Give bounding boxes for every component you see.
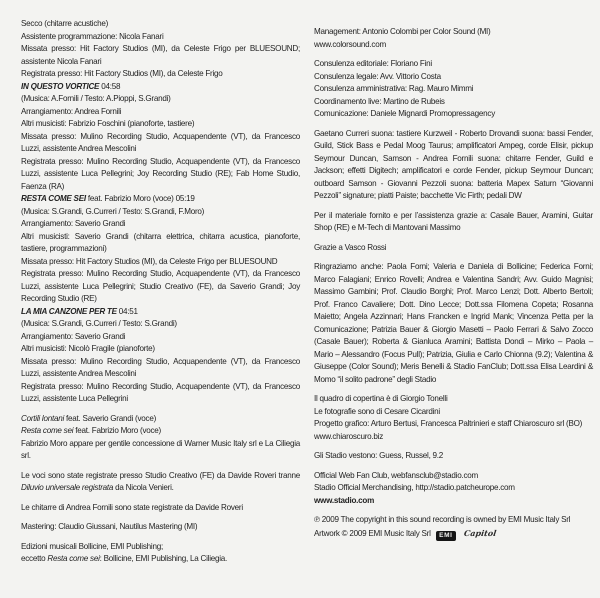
text-run: Le chitarre di Andrea Fornili sono state registrate da Davide Roveri (21, 502, 243, 512)
capitol-logo: Capitol (463, 527, 498, 538)
text-run: Management: Antonio Colombi per Color Sound (MI) (314, 27, 491, 36)
mastering-credit-line (21, 521, 300, 534)
acknowledgements-line (314, 261, 593, 386)
fanclub-links-line (314, 470, 593, 483)
consultants-list-line (314, 96, 593, 109)
guest-vocals-note-line (21, 438, 300, 463)
guest-vocals-note-line (21, 413, 300, 426)
text-run: Coordinamento live: Martino de Rubeis (314, 96, 445, 106)
guest-vocals-note (21, 413, 300, 463)
text-run: da Nicola Venieri. (113, 483, 174, 492)
equipment-thanks (314, 210, 593, 235)
text-run: LA MIA CANZONE PER TE (21, 306, 117, 316)
text-run: Missata presso: Hit Factory Studios (MI), da Celeste Frigo per BLUESOUND (21, 256, 278, 266)
artwork-credits (314, 393, 593, 443)
text-run: Stadio Official Merchandising, http://stadio.patcheurope.com (314, 483, 515, 492)
track-credits-list-line (21, 156, 300, 194)
text-run: feat. Saverio Grandi (voce) (64, 413, 157, 423)
vasco-thanks-line (314, 242, 593, 255)
track-credits-list-line (21, 106, 300, 119)
text-run: Le voci sono state registrate presso Studio Creativo (FE) da Davide Roveri tranne (21, 470, 300, 480)
text-run: Arrangiamento: Andrea Fornili (21, 106, 122, 116)
emi-logo: EMI (436, 531, 456, 541)
text-run: Fabrizio Moro appare per gentile concessione di Warner Music Italy srl e La Ciliegia srl. (21, 438, 300, 460)
text-run: Le fotografie sono di Cesare Cicardini (314, 406, 440, 416)
text-run: Consulenza legale: Avv. Vittorio Costa (314, 71, 441, 81)
text-run: 04:58 (99, 81, 121, 91)
consultants-list-line (314, 71, 593, 84)
vasco-thanks (314, 242, 593, 255)
track-credits-list-line (21, 343, 300, 356)
text-run: Missata presso: Mulino Recording Studio, Acquapendente (VT), da Francesco Luzzi, assistente Andrea Mescolini (21, 131, 300, 153)
publishing-credit-line (21, 553, 300, 566)
text-run: Comunicazione: Daniele Mignardi Promopressagency (314, 109, 495, 118)
text-run: Secco (chitarre acustiche) (21, 19, 109, 28)
text-run: Altri musicisti: Nicolò Fragile (pianoforte) (21, 344, 155, 353)
text-run: Registrata presso: Hit Factory Studios (MI), da Celeste Frigo (21, 69, 223, 78)
text-run: Grazie a Vasco Rossi (314, 242, 387, 252)
consultants-list (314, 58, 593, 121)
publishing-credit (21, 541, 300, 566)
text-run: (Musica: S.Grandi, G.Curreri / Testo: S.Grandi) (21, 319, 177, 328)
track-credits-list-line (21, 356, 300, 381)
vocals-recording-note (21, 470, 300, 495)
text-run: 04:51 (116, 306, 138, 316)
text-run: Cortili lontani (21, 413, 65, 423)
text-run: : Bollicine, EMI Publishing, La Ciliegia. (99, 554, 228, 563)
guitars-recording-note (21, 502, 300, 515)
track-credits-list-line (21, 268, 300, 306)
text-run: Assistente programmazione: Nicola Fanari (21, 31, 164, 41)
text-run: Consulenza amministrativa: Rag. Mauro Mimmi (314, 84, 474, 93)
guest-vocals-note-line (21, 425, 300, 438)
text-run: Arrangiamento: Saverio Grandi (21, 219, 126, 228)
text-run: Missata presso: Mulino Recording Studio, Acquapendente (VT), da Francesco Luzzi, assistente Andrea Mescolini (21, 356, 300, 378)
acknowledgements (314, 261, 593, 386)
copyright-notice-line (314, 514, 593, 527)
text-run: www.colorsound.com (314, 39, 386, 49)
text-run: Gli Stadio vestono: Guess, Russel, 9.2 (314, 451, 444, 460)
text-run: Official Web Fan Club, webfansclub@stadio.com (314, 470, 479, 480)
track-credits-list-line (21, 331, 300, 344)
track-credits-list-line (21, 68, 300, 81)
credits-column-left (21, 18, 300, 573)
artwork-credits-line (314, 418, 593, 431)
instruments-credits (314, 128, 593, 203)
text-run: feat. Fabrizio Moro (voce) 05:19 (85, 194, 195, 203)
text-run: Altri musicisti: Saverio Grandi (chitarra elettrica, chitarra acustica, pianoforte, tastiere, programmazioni) (21, 231, 300, 253)
fanclub-links (314, 470, 593, 508)
fanclub-links-line (314, 482, 593, 495)
credits-column-right (314, 26, 593, 548)
guitars-recording-note-line (21, 502, 300, 515)
artwork-credits-line (314, 393, 593, 406)
management-credit (314, 26, 593, 51)
publishing-credit-line (21, 541, 300, 554)
text-run: Arrangiamento: Saverio Grandi (21, 331, 126, 341)
consultants-list-line (314, 83, 593, 96)
track-credits-list-line (21, 231, 300, 256)
text-run: www.chiaroscuro.biz (314, 431, 384, 441)
text-run: Gaetano Curreri suona: tastiere Kurzweil - Roberto Drovandi suona: bassi Fender, Guild, Stick Bass e Pedal Moog Taurus; amplificatori Ampeg, corde Elisir, pickup Seymour Duncan, Samson - Andrea Fornili suona: chitarre Fender, Guild e Jackson; effetti Digitech; amplificatori e corde Fender, pickup Seymour Duncan; outboard Samson - Giovanni Pezzoli suona: batteria Mapex Saturn “Giovanni Pezzoli” signature; piatti Paiste; bacchette Vic Firth; pedali DW (314, 128, 593, 200)
text-run: Consulenza editoriale: Floriano Fini (314, 59, 432, 68)
artwork-credits-line (314, 431, 593, 444)
text-run: Artwork © 2009 EMI Music Italy Srl (314, 528, 431, 538)
wardrobe-credit (314, 450, 593, 463)
track-credits-list-line (21, 43, 300, 68)
text-run: Edizioni musicali Bollicine, EMI Publishing; (21, 541, 163, 551)
text-run: Ringraziamo anche: Paola Forni; Valeria e Daniela di Bollicine; Federica Forni; Marco Falagiani; Enrico Rovelli; Andrea e Valentina Sandri; Avv. Guido Magnisi; Massimo Gambini; Prof. Claudio Borghi; Prof. Marco Lenzi; Dott. Alberto Bertoli; Prof. Franco Cavaliere; Dott. Dino Lecce; Dott.ssa Filomena Copeta; Rosanna Maietto; Angela Azzinnari; Hans Francken e Ingrid Mank; Vincenza Petta per la Comunicazione; Patrizia Bauer & Giorgio Masetti – Paolo Ferrari & Salvo Zocco (Casale Bauer); Roberta & Gianluca Aramini; Battista Dondi – Mirko – Paola – Mario – Alessandro (Focus Pull); Patrizia, Giulia e Carlo Chionna (9.2); Valentina & Giuseppe (Color Sound); Meris Benelli & Stadio FanClub; Dott.ssa Elisa Leardini & Momo “il solito padrone” degli Stadio (314, 262, 593, 384)
wardrobe-credit-line (314, 450, 593, 463)
text-run: Registrata presso: Mulino Recording Studio, Acquapendente (VT), da Francesco Luzzi, assistente Luca Pellegrini; Joy Recording Studio (RE); Fab Home Studio, Faenza (RA) (21, 156, 300, 191)
artwork-credits-line (314, 406, 593, 419)
track-credits-list-line (21, 381, 300, 406)
track-credits-list-line (21, 206, 300, 219)
text-run: Resta come sei (21, 426, 74, 435)
text-run: (Musica: S.Grandi, G.Curreri / Testo: S.Grandi, F.Moro) (21, 206, 205, 216)
vocals-recording-note-line (21, 470, 300, 495)
text-run: ℗ 2009 The copyright in this sound recording is owned by EMI Music Italy Srl (314, 515, 571, 524)
track-credits-list-line (21, 31, 300, 44)
text-run: IN QUESTO VORTICE (21, 81, 100, 91)
track-credits-list-line (21, 18, 300, 31)
text-run: www.stadio.com (314, 495, 375, 505)
text-run: Per il materiale fornito e per l’assistenza grazie a: Casale Bauer, Aramini, Guitar Shop (RE) e M-Tech di Mantovani Massimo (314, 210, 593, 232)
text-run: eccetto (21, 554, 48, 563)
track-credits-list-line (21, 131, 300, 156)
track-credits-list-line (21, 81, 300, 94)
copyright-notice (314, 514, 593, 541)
track-credits-list-line (21, 256, 300, 269)
consultants-list-line (314, 58, 593, 71)
equipment-thanks-line (314, 210, 593, 235)
copyright-notice-line (314, 527, 593, 541)
track-credits-list-line (21, 218, 300, 231)
instruments-credits-line (314, 128, 593, 203)
text-run: Resta come sei (47, 554, 100, 563)
track-credits-list-line (21, 193, 300, 206)
management-credit-line (314, 39, 593, 52)
track-credits-list (21, 18, 300, 406)
text-run: RESTA COME SEI (21, 194, 86, 203)
track-credits-list-line (21, 318, 300, 331)
text-run: Diluvio universale registrata (21, 483, 114, 492)
text-run: Registrata presso: Mulino Recording Studio, Acquapendente (VT), da Francesco Luzzi, assistente Luca Pellegrini; Studio Creativo (FE), da Saverio Grandi; Joy Recording Studio (RE) (21, 269, 300, 303)
text-run: Mastering: Claudio Giussani, Nautilus Mastering (MI) (21, 522, 198, 531)
fanclub-links-line (314, 495, 593, 508)
text-run: feat. Fabrizio Moro (voce) (73, 426, 161, 435)
text-run: Il quadro di copertina è di Giorgio Tonelli (314, 394, 448, 403)
track-credits-list-line (21, 93, 300, 106)
text-run: Altri musicisti: Fabrizio Foschini (pianoforte, tastiere) (21, 119, 195, 128)
text-run: Progetto grafico: Arturo Bertusi, Francesca Paltrinieri e staff Chiaroscuro srl (BO) (314, 419, 583, 428)
management-credit-line (314, 26, 593, 39)
text-run: Missata presso: Hit Factory Studios (MI), da Celeste Frigo per BLUESOUND; assistente Nicola Fanari (21, 44, 300, 66)
text-run: Registrata presso: Mulino Recording Studio, Acquapendente (VT), da Francesco Luzzi, assistente Luca Pellegrini (21, 381, 300, 403)
track-credits-list-line (21, 306, 300, 319)
consultants-list-line (314, 108, 593, 121)
text-run: (Musica: A.Fornili / Testo: A.Pioppi, S.Grandi) (21, 94, 171, 103)
mastering-credit (21, 521, 300, 534)
track-credits-list-line (21, 118, 300, 131)
